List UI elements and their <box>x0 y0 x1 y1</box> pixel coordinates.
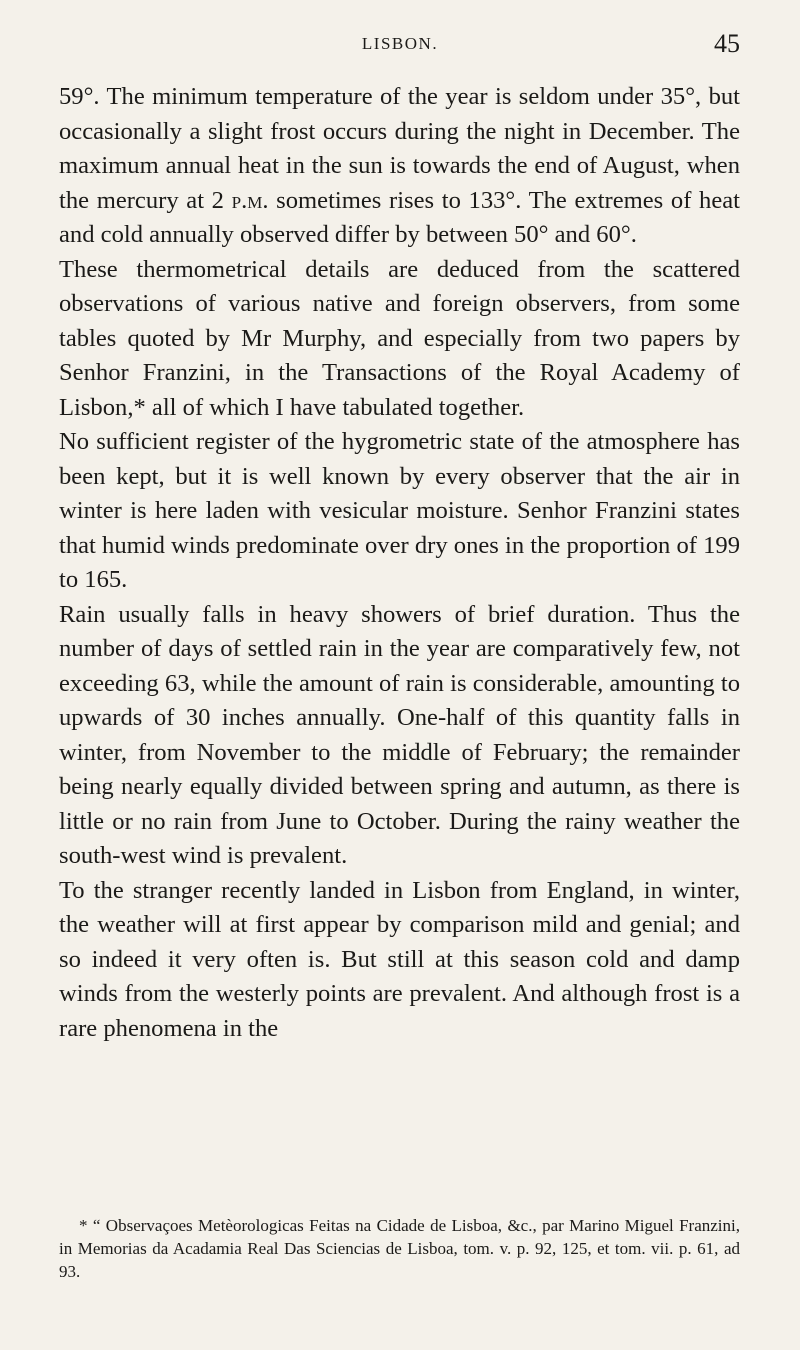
running-title: LISBON. <box>361 34 439 53</box>
footnote <box>59 1214 740 1283</box>
paragraph-hygrometric: No sufficient register of the hygrometric state of the atmosphere has been kept, but it is well known by every observer that the air in winter is here laden with vesicular moisture. Senhor Franzini states that humid winds predominate over dry ones in the proportion of 199 to 165. <box>59 428 740 593</box>
body-text <box>59 80 740 1046</box>
pm-abbreviation: p.m. <box>231 186 269 214</box>
page-number: 45 <box>714 29 740 58</box>
paragraph-sources: These thermometrical details are deduced from the scattered observations of various native and foreign observers, from some tables quoted by Mr Murphy, and especially from two papers by Senhor Franzini, in the Transactions of the Royal Academy of Lisbon,* all of which I have tabulated together. <box>59 255 740 421</box>
paragraph-temperature-end: sometimes rises to 133°. The extremes of heat and cold annually observed differ by between 50° and 60°. <box>59 186 741 248</box>
footnote-text: * “ Observaçoes Metèorologicas Feitas na Cidade de Lisboa, &c., par Marino Miguel Franzini, in Memorias da Acadamia Real Das Sciencias de Lisboa, tom. v. p. 92, 125, et tom. vii. p. 61, ad 93. <box>59 1216 740 1281</box>
paragraph-rain: Rain usually falls in heavy showers of brief duration. Thus the number of days of settled rain in the year are comparatively few, not exceeding 63, while the amount of rain is considerable, amounting to upwards of 30 inches annually. One-half of this quantity falls in winter, from November to the middle of February; the remainder being nearly equally divided between spring and autumn, as there is little or no rain from June to October. During the rainy weather the south-west wind is prevalent. <box>59 600 740 869</box>
running-head <box>60 30 740 64</box>
paragraph-stranger: To the stranger recently landed in Lisbon from England, in winter, the weather will at first appear by comparison mild and genial; and so indeed it very often is. But still at this season cold and damp winds from the westerly points are prevalent. And although frost is a rare phenomena in the <box>59 876 740 1042</box>
paragraph-temperature <box>59 80 740 253</box>
paragraph-temperature-start: 59°. The minimum temperature of the year is seldom under 35°, but occasionally a slight frost occurs during the night in December. The maximum annual heat in the sun is towards the end of August, when the mercury at 2 <box>59 83 740 214</box>
